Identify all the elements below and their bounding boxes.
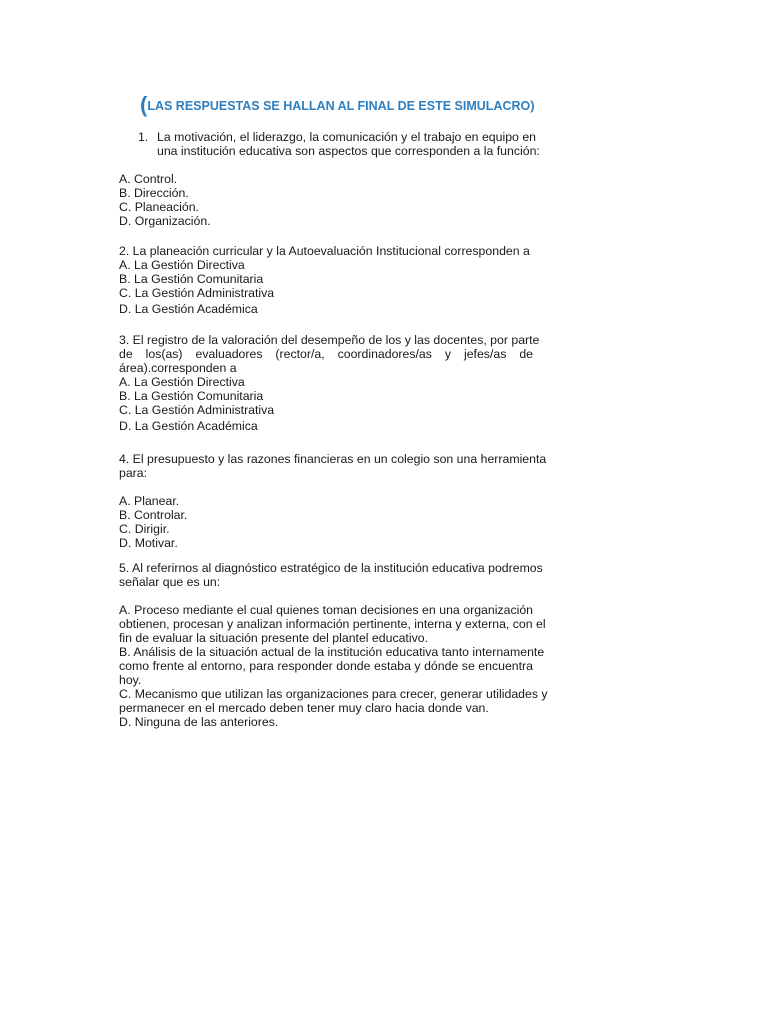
question-5-option-a-line-3: fin de evaluar la situación presente del plantel educativo. <box>119 631 428 645</box>
question-5-options <box>119 603 548 729</box>
question-3-last-option <box>119 419 533 433</box>
question-5-option-b-line-3: hoy. <box>119 673 142 687</box>
question-5-line-1: 5. Al referirnos al diagnóstico estratégico de la institución educativa podremos <box>119 561 543 575</box>
answers-note-header <box>140 92 560 119</box>
question-2-option-b: B. La Gestión Comunitaria <box>119 272 264 286</box>
question-5-option-d: D. Ninguna de las anteriores. <box>119 715 279 729</box>
question-5-option-b-line-1: B. Análisis de la situación actual de la institución educativa tanto internamente <box>119 645 545 659</box>
question-2-text: 2. La planeación curricular y la Autoevaluación Institucional corresponden a <box>119 244 530 258</box>
question-2 <box>119 244 533 300</box>
question-4-options <box>119 494 533 550</box>
question-3-option-c: C. La Gestión Administrativa <box>119 403 275 417</box>
question-2-option-c: C. La Gestión Administrativa <box>119 286 275 300</box>
question-4-line-1: 4. El presupuesto y las razones financieras en un colegio son una herramienta <box>119 452 547 466</box>
question-3-option-a: A. La Gestión Directiva <box>119 375 245 389</box>
question-3-line-1: 3. El registro de la valoración del desempeño de los y las docentes, por parte <box>119 333 540 347</box>
question-1-number: 1. <box>138 130 149 144</box>
question-1-option-b: B. Dirección. <box>119 186 189 200</box>
question-3-line-3: área).corresponden a <box>119 361 237 375</box>
question-1-option-d: D. Organización. <box>119 214 211 228</box>
question-4-option-a: A. Planear. <box>119 494 180 508</box>
question-2-option-d: D. La Gestión Académica <box>119 302 258 316</box>
question-2-last-option <box>119 302 533 316</box>
question-1-option-c: C. Planeación. <box>119 200 199 214</box>
question-3 <box>119 333 540 417</box>
question-5-option-b-line-2: como frente al entorno, para responder donde estaba y dónde se encuentra <box>119 659 533 673</box>
question-4-option-c: C. Dirigir. <box>119 522 170 536</box>
header-open-paren: ( <box>140 92 148 117</box>
question-2-option-a: A. La Gestión Directiva <box>119 258 245 272</box>
header-close-paren: ) <box>530 98 535 113</box>
question-5-line-2: señalar que es un: <box>119 575 221 589</box>
question-4-option-b: B. Controlar. <box>119 508 188 522</box>
question-1-options <box>119 172 533 228</box>
question-4-option-d: D. Motivar. <box>119 536 178 550</box>
question-4-line-2: para: <box>119 466 148 480</box>
question-1-option-a: A. Control. <box>119 172 178 186</box>
question-5-option-a-line-1: A. Proceso mediante el cual quienes toman decisiones en una organización <box>119 603 533 617</box>
question-1 <box>138 130 540 158</box>
header-text: LAS RESPUESTAS SE HALLAN AL FINAL DE ESTE SIMULACRO <box>147 99 531 113</box>
question-5-option-a-line-2: obtienen, procesan y analizan información pertinente, interna y externa, con el <box>119 617 546 631</box>
question-5-option-c-line-1: C. Mecanismo que utilizan las organizaciones para crecer, generar utilidades y <box>119 687 548 701</box>
question-5-option-c-line-2: permanecer en el mercado deben tener muy claro hacia donde van. <box>119 701 489 715</box>
question-1-line-2: una institución educativa son aspectos que corresponden a la función: <box>157 144 540 158</box>
question-4 <box>119 452 547 480</box>
question-3-line-2: de los(as) evaluadores (rector/a, coordinadores/as y jefes/as de <box>119 347 533 361</box>
question-1-line-1: La motivación, el liderazgo, la comunicación y el trabajo en equipo en <box>157 130 536 144</box>
question-5 <box>119 561 543 589</box>
question-3-option-d: D. La Gestión Académica <box>119 419 258 433</box>
question-3-option-b: B. La Gestión Comunitaria <box>119 389 264 403</box>
